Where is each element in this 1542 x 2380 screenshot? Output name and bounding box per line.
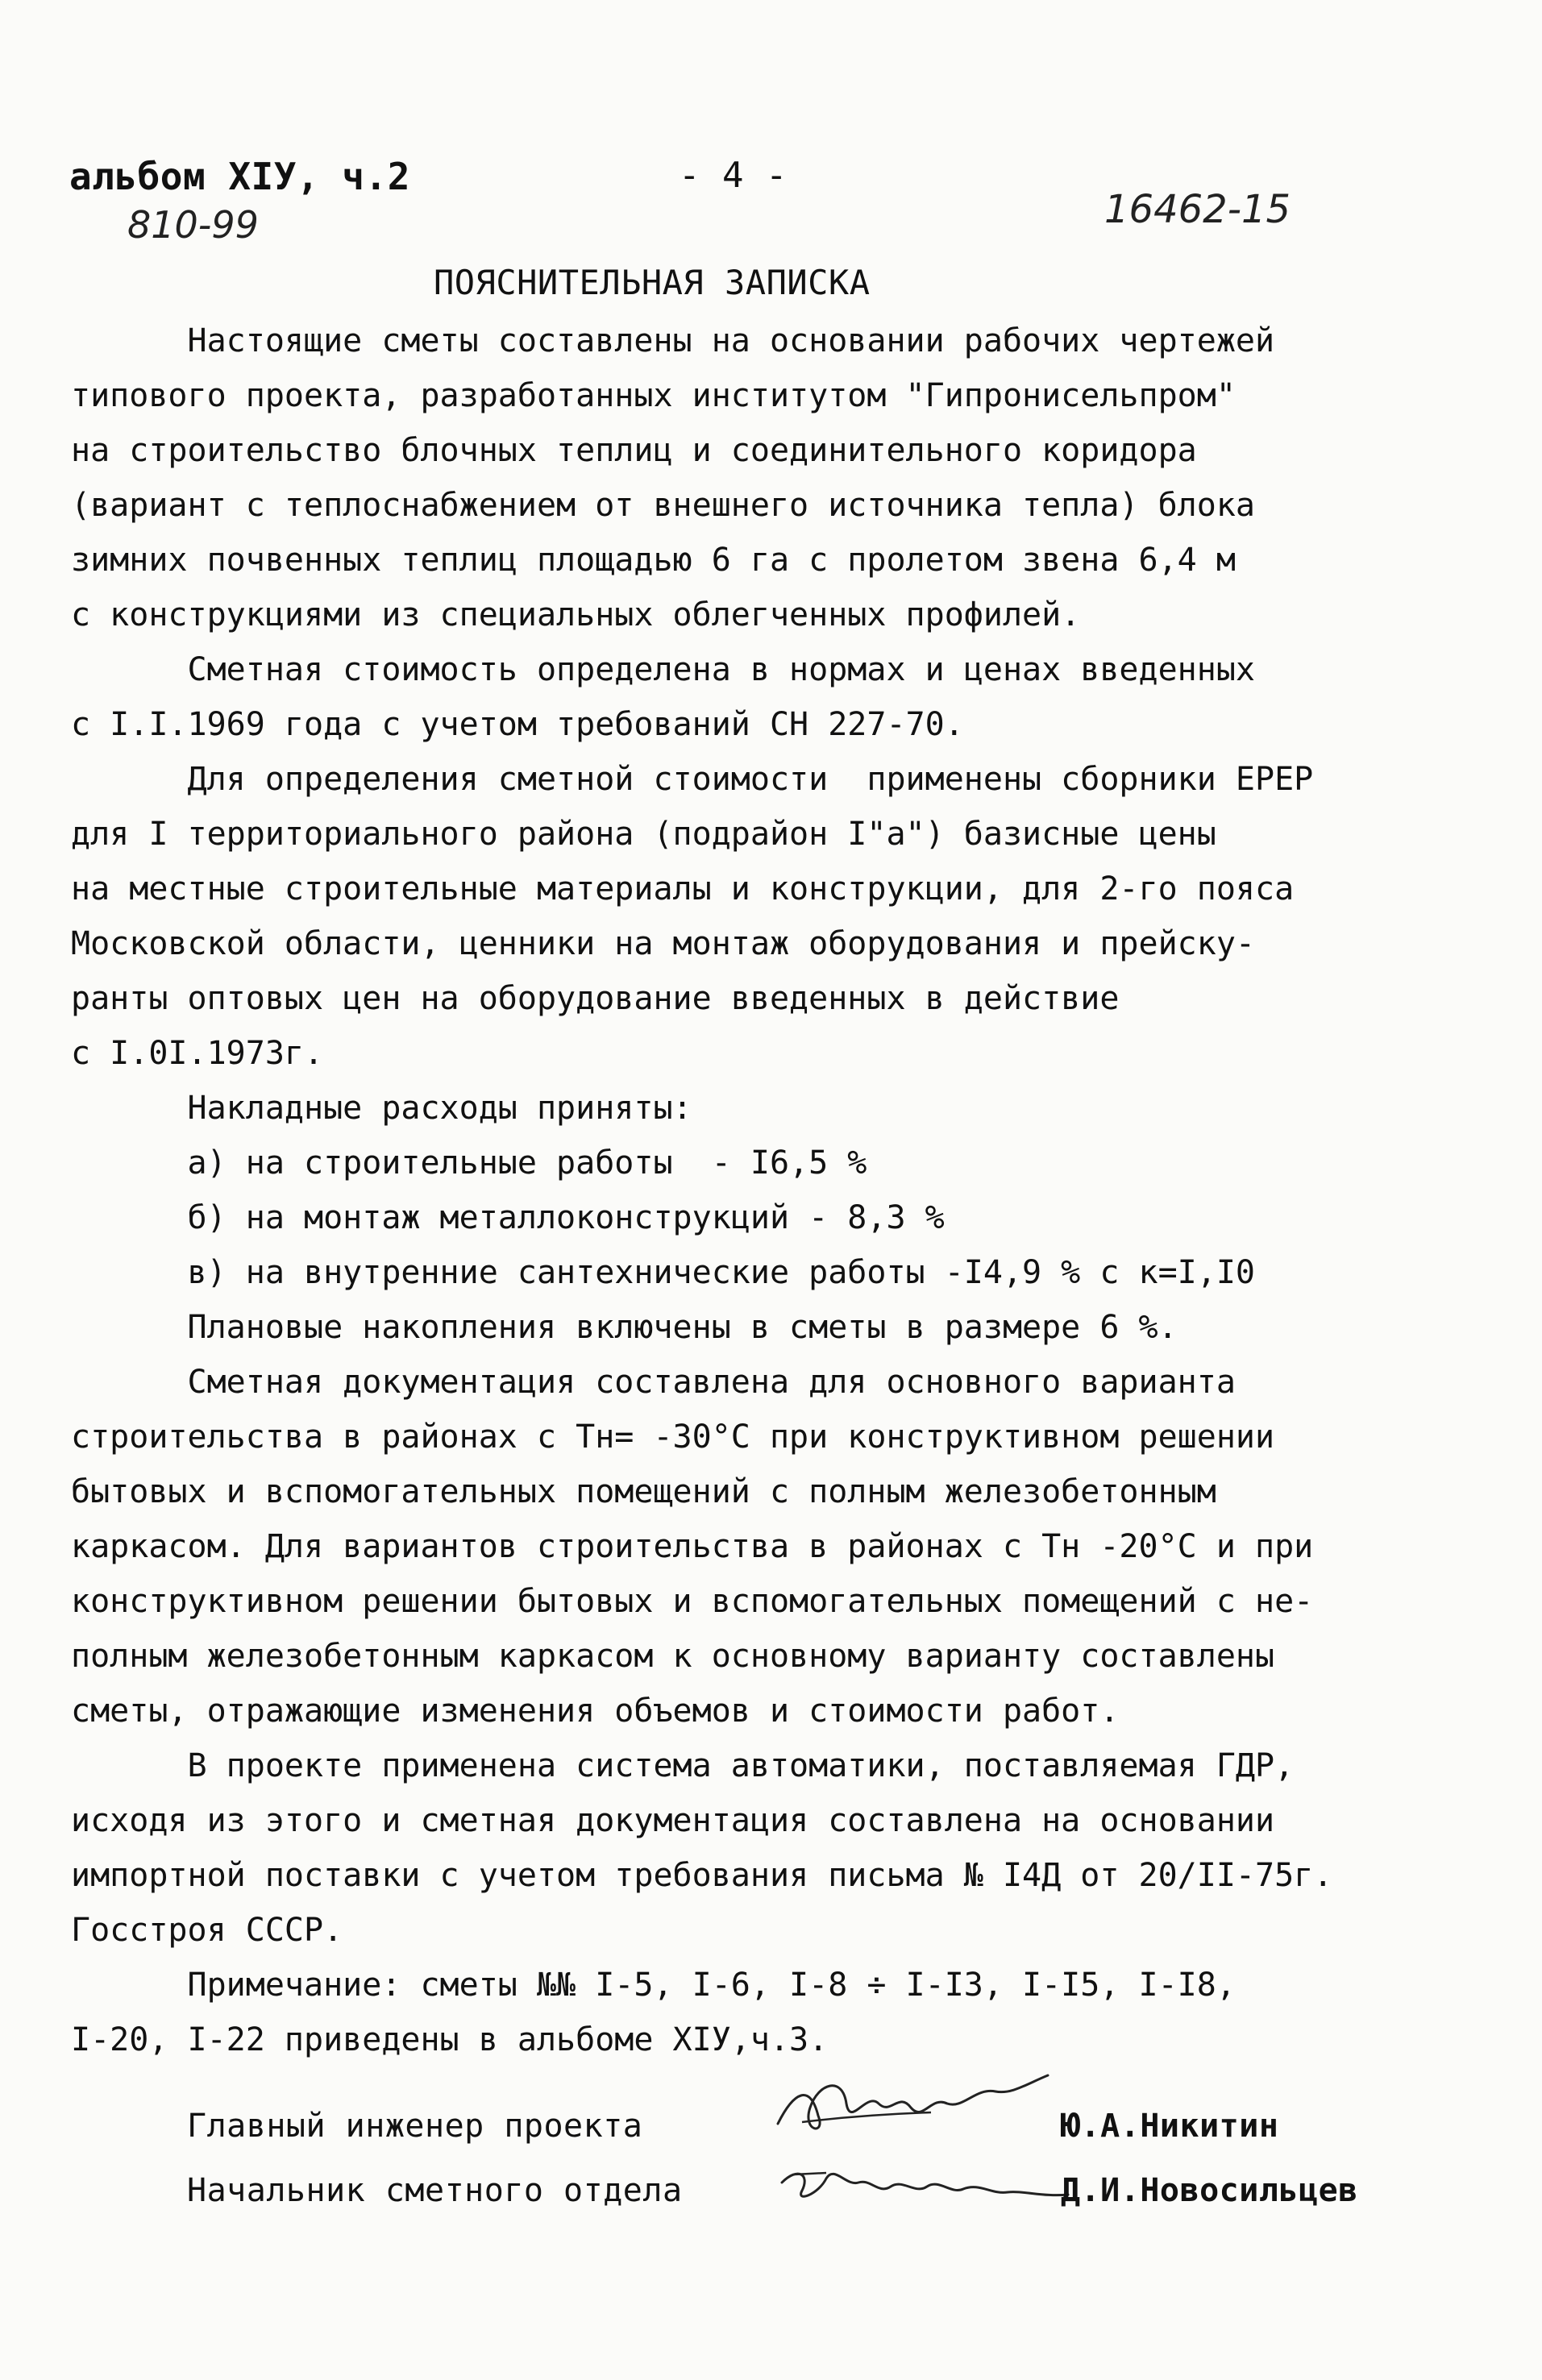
body-line: зимних почвенных теплиц площадью 6 га с пролетом звена 6,4 м bbox=[71, 542, 1236, 579]
body-line: Для определения сметной стоимости применены сборники ЕРЕР bbox=[71, 761, 1314, 798]
body-line: Настоящие сметы составлены на основании рабочих чертежей bbox=[71, 322, 1275, 359]
body-line: бытовых и вспомогательных помещений с полным железобетонным bbox=[71, 1473, 1216, 1510]
body-line: ранты оптовых цен на оборудование введенных в действие bbox=[71, 980, 1120, 1017]
handwritten-number-right: 16462-15 bbox=[1104, 187, 1291, 232]
body-line: сметы, отражающие изменения объемов и стоимости работ. bbox=[71, 1693, 1120, 1730]
document-title: ПОЯСНИТЕЛЬНАЯ ЗАПИСКА bbox=[434, 263, 871, 302]
body-line: Сметная стоимость определена в нормах и ценах введенных bbox=[71, 651, 1256, 688]
body-line: типового проекта, разработанных институтом "Гипронисельпром" bbox=[71, 377, 1236, 414]
body-line: Примечание: сметы №№ I-5, I-6, I-8 ÷ I-I3, I-I5, I-I8, bbox=[71, 1967, 1236, 2004]
body-line: исходя из этого и сметная документация составлена на основании bbox=[71, 1802, 1275, 1839]
body-line: Госстроя СССР. bbox=[71, 1912, 343, 1949]
body-line: строительства в районах с Тн= -30°С при конструктивном решении bbox=[71, 1418, 1275, 1456]
album-label: альбом ХIУ, ч.2 bbox=[69, 155, 410, 198]
page-number: - 4 - bbox=[679, 155, 788, 196]
handwritten-signature-nikitin bbox=[770, 2059, 1076, 2148]
body-line: б) на монтаж металлоконструкций - 8,3 % bbox=[71, 1199, 945, 1236]
body-line: Сметная документация составлена для основного варианта bbox=[71, 1364, 1236, 1401]
body-line: в) на внутренние сантехнические работы -I4,9 % с к=I,I0 bbox=[71, 1254, 1256, 1291]
body-line: I-20, I-22 приведены в альбоме ХIУ,ч.3. bbox=[71, 2021, 829, 2058]
body-line: Накладные расходы приняты: bbox=[71, 1090, 692, 1127]
body-line: с I.0I.1973г. bbox=[71, 1035, 324, 1072]
body-line: с I.I.1969 года с учетом требований СН 227-70. bbox=[71, 706, 964, 743]
body-line: а) на строительные работы - I6,5 % bbox=[71, 1144, 867, 1182]
signature-role-estimate-head: Начальник сметного отдела bbox=[187, 2172, 683, 2209]
body-line: для I территориального района (подрайон I"а") базисные цены bbox=[71, 816, 1216, 853]
signature-name-novosiltsev: Д.И.Новосильцев bbox=[1061, 2172, 1358, 2209]
body-line: конструктивном решении бытовых и вспомогательных помещений с не- bbox=[71, 1583, 1314, 1620]
signature-role-chief-engineer: Главный инженер проекта bbox=[187, 2108, 643, 2145]
body-line: каркасом. Для вариантов строительства в районах с Тн -20°С и при bbox=[71, 1528, 1314, 1565]
body-line: на строительство блочных теплиц и соединительного коридора bbox=[71, 432, 1197, 469]
body-line: с конструкциями из специальных облегченных профилей. bbox=[71, 596, 1081, 633]
handwritten-signature-novosiltsev bbox=[778, 2150, 1076, 2215]
body-line: импортной поставки с учетом требования письма № I4Д от 20/II-75г. bbox=[71, 1857, 1333, 1894]
body-line: полным железобетонным каркасом к основному варианту составлены bbox=[71, 1638, 1275, 1675]
handwritten-number-left: 810-99 bbox=[127, 203, 259, 247]
signature-name-nikitin: Ю.А.Никитин bbox=[1061, 2108, 1279, 2145]
body-line: Московской области, ценники на монтаж оборудования и прейску- bbox=[71, 925, 1256, 962]
body-line: на местные строительные материалы и конструкции, для 2-го пояса bbox=[71, 870, 1295, 908]
body-line: В проекте применена система автоматики, поставляемая ГДР, bbox=[71, 1747, 1295, 1784]
body-text bbox=[71, 322, 1522, 2079]
body-line: (вариант с теплоснабжением от внешнего источника тепла) блока bbox=[71, 487, 1256, 524]
body-line: Плановые накопления включены в сметы в размере 6 %. bbox=[71, 1309, 1178, 1346]
